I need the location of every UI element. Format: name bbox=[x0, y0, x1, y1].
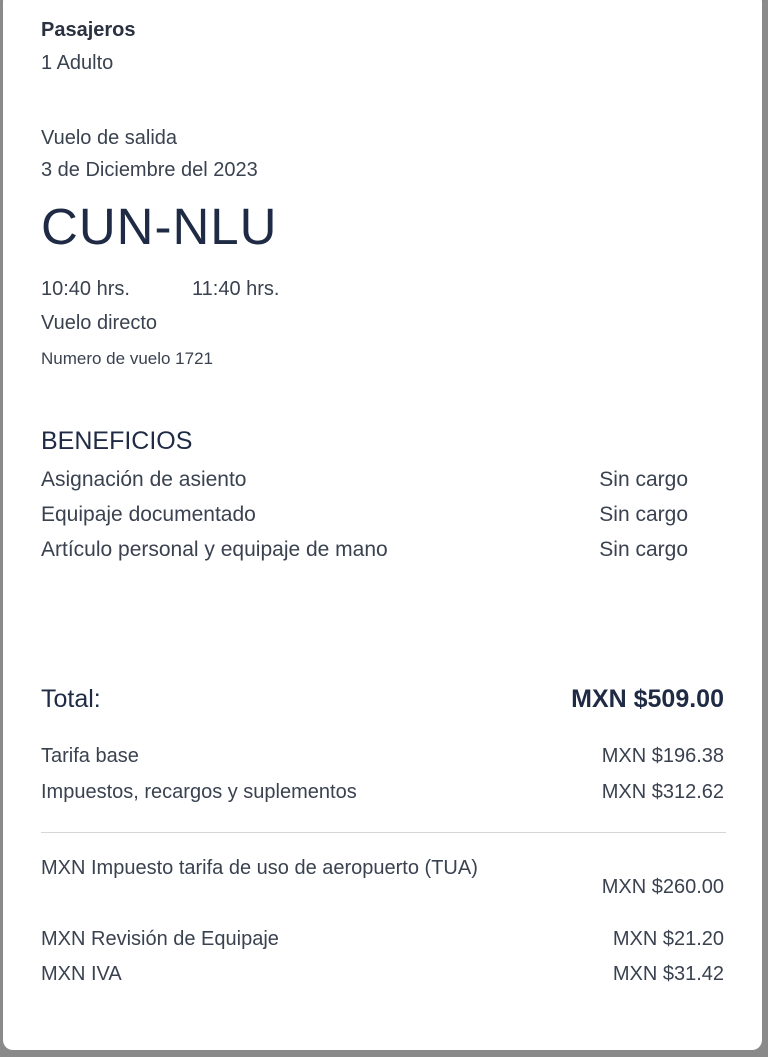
flight-date: 3 de Diciembre del 2023 bbox=[41, 159, 258, 181]
benefit-name: Artículo personal y equipaje de mano bbox=[41, 538, 388, 561]
passengers-value: 1 Adulto bbox=[41, 52, 114, 74]
arrival-time: 11:40 hrs. bbox=[192, 278, 280, 300]
flight-route: CUN-NLU bbox=[41, 198, 278, 255]
total-value: MXN $509.00 bbox=[571, 685, 724, 713]
benefit-name: Equipaje documentado bbox=[41, 503, 256, 526]
total-label: Total: bbox=[41, 685, 101, 713]
summary-line-label: Impuestos, recargos y suplementos bbox=[41, 781, 357, 803]
tax-line-value: MXN $21.20 bbox=[612, 928, 724, 950]
tax-line-label: MXN Impuesto tarifa de uso de aeropuerto (TUA) bbox=[41, 857, 478, 879]
benefit-name: Asignación de asiento bbox=[41, 468, 247, 491]
benefits-heading: BENEFICIOS bbox=[41, 427, 193, 455]
summary-line-label: Tarifa base bbox=[41, 745, 139, 767]
tax-line-label: MXN IVA bbox=[41, 963, 122, 985]
benefit-cost: Sin cargo bbox=[599, 538, 688, 561]
benefit-cost: Sin cargo bbox=[599, 468, 688, 491]
tax-line-value: MXN $31.42 bbox=[612, 963, 724, 985]
booking-summary-card bbox=[3, 0, 762, 1050]
tax-line-value: MXN $260.00 bbox=[601, 876, 724, 898]
flight-type-label: Vuelo de salida bbox=[41, 127, 178, 149]
departure-time: 10:40 hrs. bbox=[41, 278, 130, 300]
summary-divider bbox=[41, 832, 726, 833]
tax-line-label: MXN Revisión de Equipaje bbox=[41, 928, 279, 950]
flight-number: Numero de vuelo 1721 bbox=[41, 349, 214, 368]
summary-line-value: MXN $312.62 bbox=[601, 781, 724, 803]
summary-line-value: MXN $196.38 bbox=[601, 745, 724, 767]
benefit-cost: Sin cargo bbox=[599, 503, 688, 526]
flight-direct-label: Vuelo directo bbox=[41, 312, 157, 334]
passengers-label: Pasajeros bbox=[41, 19, 136, 41]
